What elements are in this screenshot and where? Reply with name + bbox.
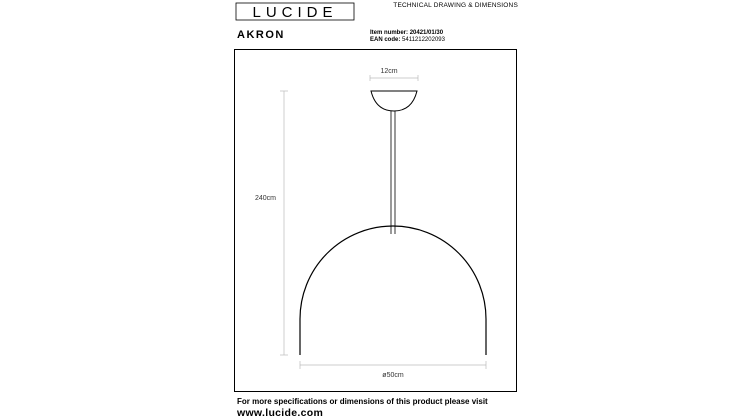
canopy-shape — [371, 91, 417, 111]
ean-value: 5411212202093 — [402, 37, 445, 43]
product-name: AKRON — [237, 29, 285, 41]
document-subtitle: TECHNICAL DRAWING & DIMENSIONS — [393, 2, 518, 9]
footer-note: For more specifications or dimensions of this product please visit — [237, 397, 488, 406]
ean-row — [370, 37, 445, 43]
ean-label: EAN code: — [370, 37, 401, 43]
height-label: 240cm — [254, 195, 276, 202]
canopy-width-label: 12cm — [380, 68, 398, 75]
footer-link[interactable]: www.lucide.com — [237, 407, 324, 419]
technical-drawing — [234, 49, 517, 392]
shade-shape — [300, 226, 486, 355]
item-number-value: 20421/01/30 — [409, 30, 444, 36]
item-number-row — [370, 30, 443, 36]
item-number-label: Item number: — [370, 30, 409, 36]
brand-name: LUCIDE — [252, 4, 338, 21]
diameter-label: ø50cm — [382, 372, 404, 379]
lucide-logo — [235, 0, 355, 22]
